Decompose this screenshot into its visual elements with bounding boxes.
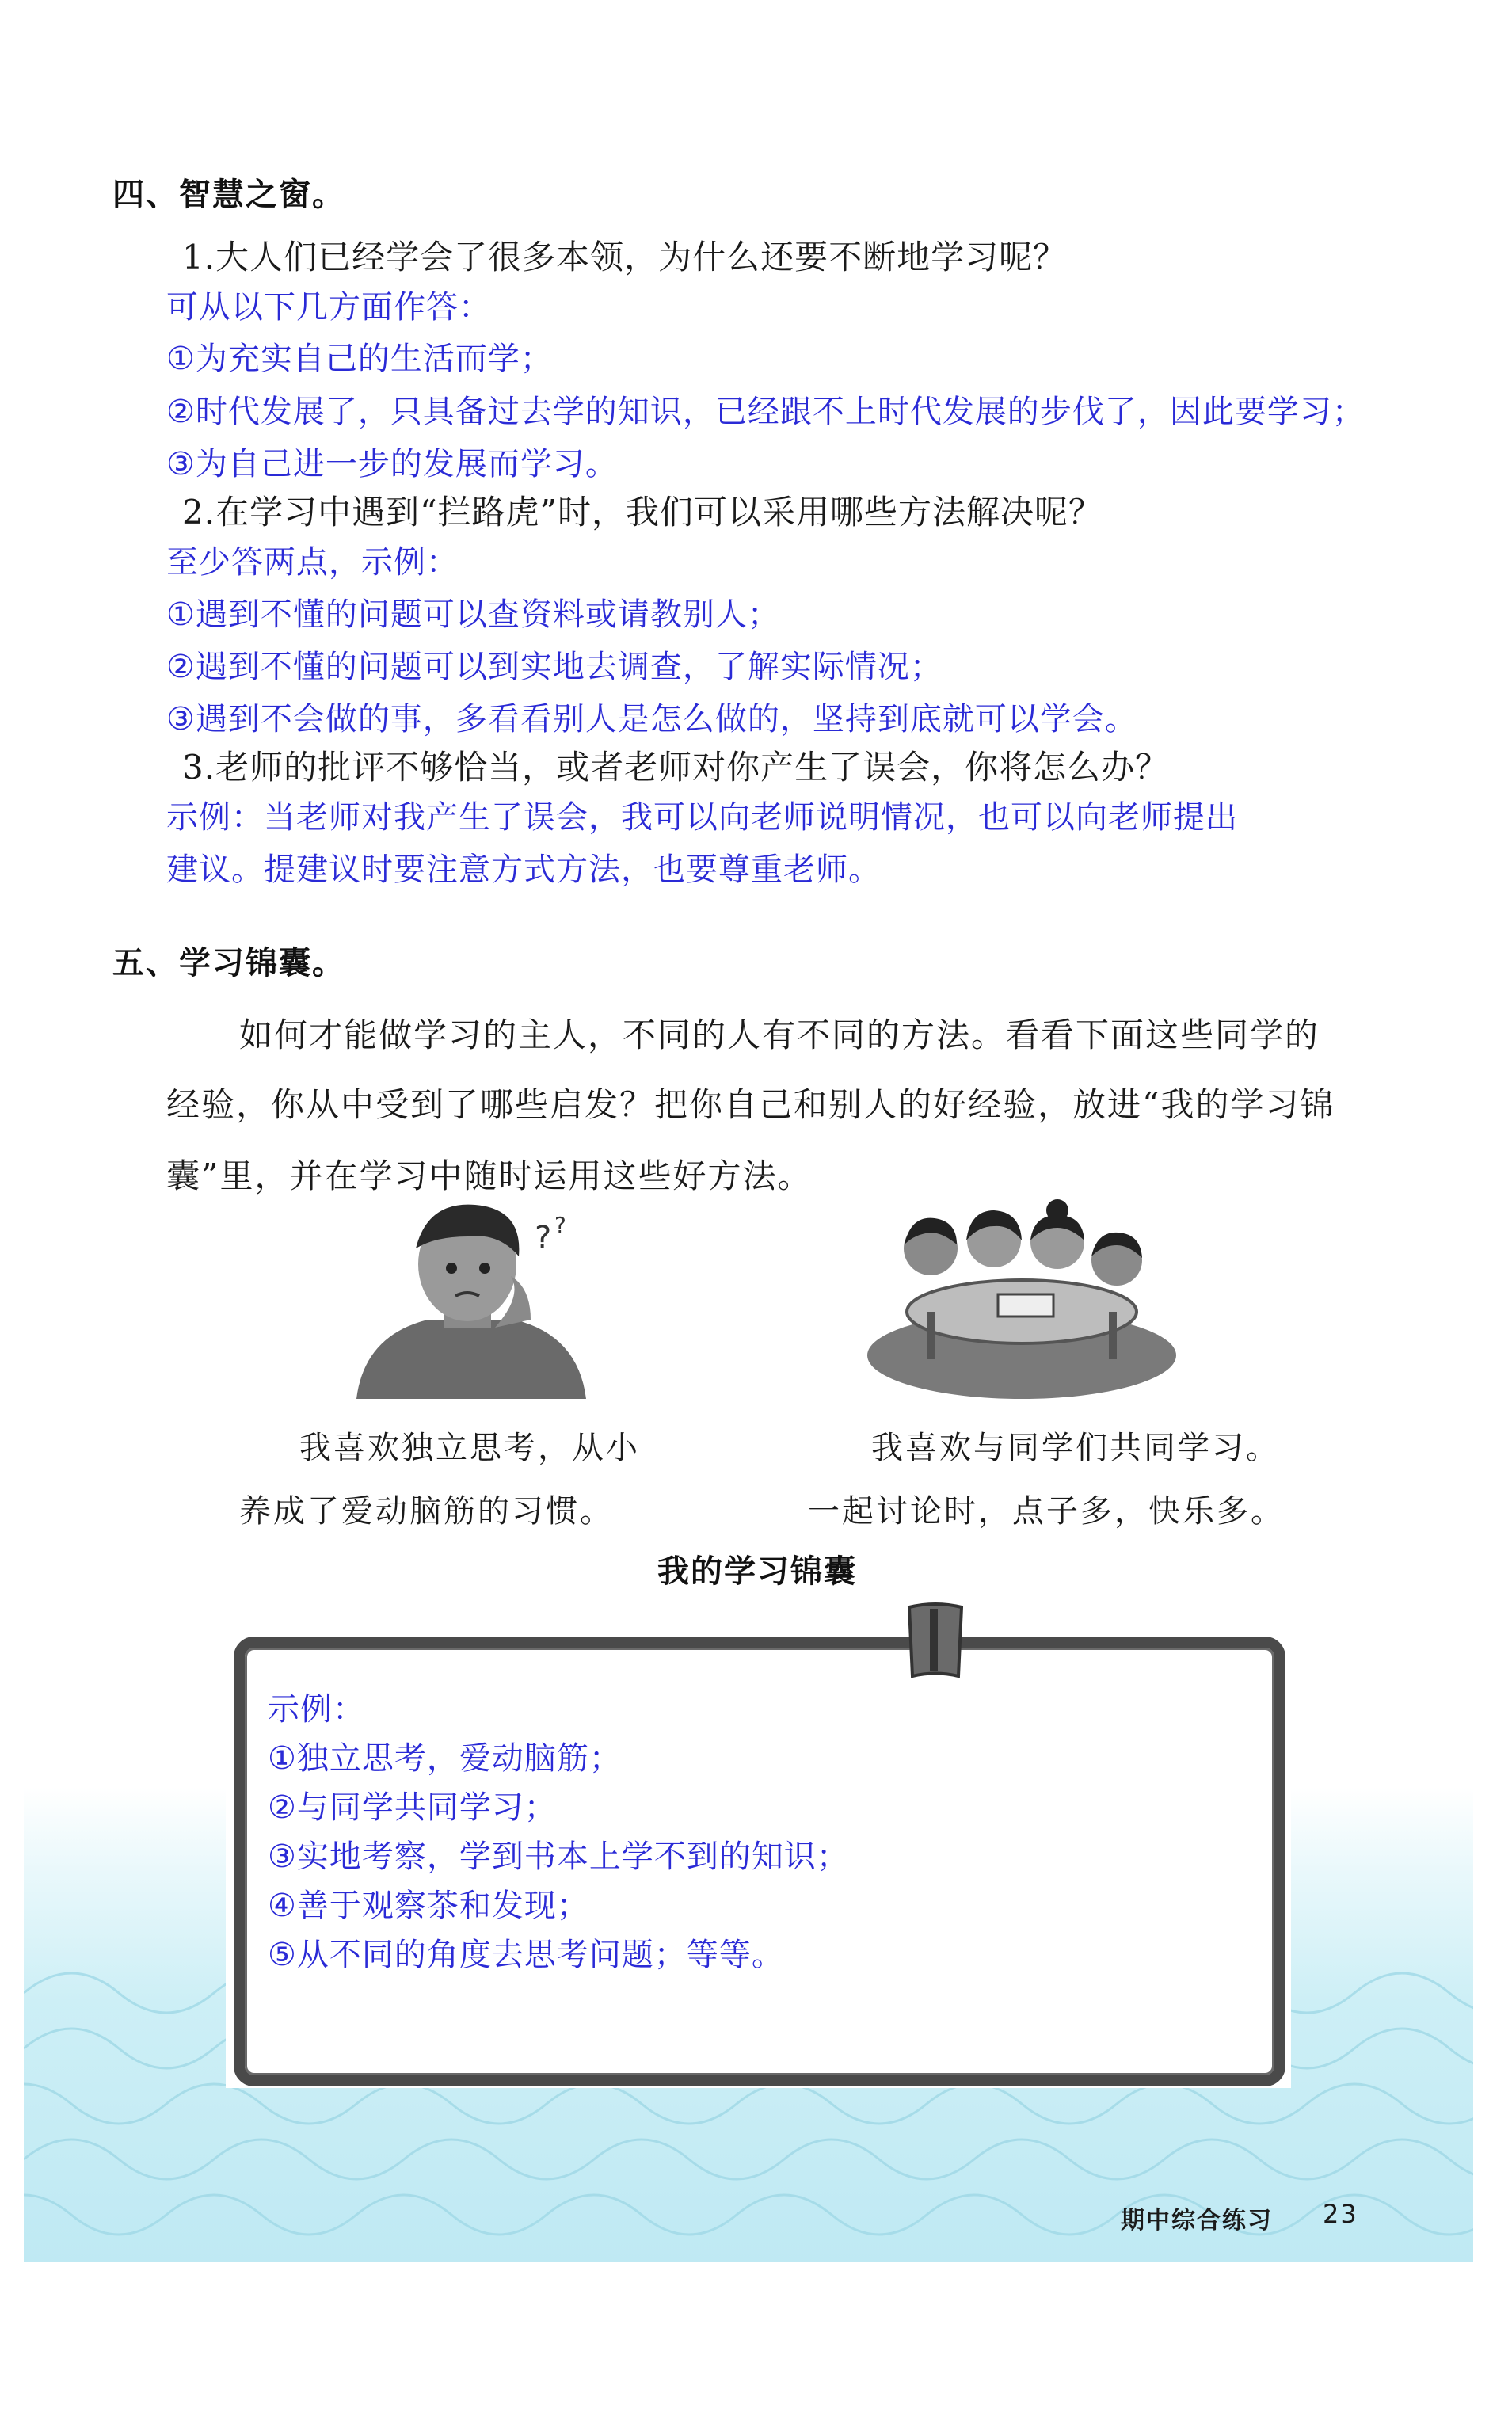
group-study-illustration bbox=[863, 1193, 1180, 1399]
box-title: 我的学习锦囊 bbox=[657, 1553, 857, 1590]
question-1: 1.大人们已经学会了很多本领，为什么还要不断地学习呢？ bbox=[182, 238, 1068, 276]
paragraph-line-2: 经验，你从中受到了哪些启发？把你自己和别人的好经验，放进“我的学习锦 bbox=[166, 1085, 1335, 1124]
box-answer-line-3: ②与同学共同学习； bbox=[268, 1789, 557, 1826]
textbook-page bbox=[24, 29, 1473, 2262]
paragraph-line-3: 囊”里，并在学习中随时运用这些好方法。 bbox=[166, 1156, 813, 1195]
box-answer-line-6: ⑤从不同的角度去思考问题；等等。 bbox=[268, 1937, 784, 1973]
box-answer-line-4: ③实地考察，学到书本上学不到的知识； bbox=[268, 1839, 849, 1875]
box-answer-line-2: ①独立思考，爱动脑筋； bbox=[268, 1740, 622, 1777]
question-2: 2.在学习中遇到“拦路虎”时，我们可以采用哪些方法解决呢？ bbox=[182, 493, 1103, 532]
section4-heading: 四、智慧之窗。 bbox=[112, 177, 345, 213]
answer-1-line-3: ②时代发展了，只具备过去学的知识，已经跟不上时代发展的步伐了，因此要学习； bbox=[166, 394, 1365, 430]
question-3: 3.老师的批评不够恰当，或者老师对你产生了误会，你将怎么办？ bbox=[182, 748, 1170, 787]
box-answer-line-5: ④善于观察茶和发现； bbox=[268, 1888, 589, 1924]
caption-right-line-1: 我喜欢与同学们共同学习。 bbox=[871, 1430, 1280, 1466]
answer-1-line-4: ③为自己进一步的发展而学习。 bbox=[166, 446, 618, 482]
answer-3-line-2: 建议。提建议时要注意方式方法，也要尊重老师。 bbox=[166, 852, 881, 888]
caption-left-line-1: 我喜欢独立思考，从小 bbox=[299, 1430, 640, 1466]
answer-2-line-2: ①遇到不懂的问题可以查资料或请教别人； bbox=[166, 596, 780, 633]
clip-icon bbox=[903, 1601, 968, 1680]
answer-1-line-2: ①为充实自己的生活而学； bbox=[166, 341, 553, 377]
svg-text:?: ? bbox=[535, 1220, 552, 1256]
footer-label: 期中综合练习 bbox=[1121, 2207, 1273, 2235]
answer-1-line-1: 可从以下几方面作答： bbox=[166, 289, 491, 326]
box-answer-line-1: 示例： bbox=[268, 1691, 365, 1728]
page-number: 23 bbox=[1323, 2199, 1358, 2229]
answer-2-line-1: 至少答两点，示例： bbox=[166, 544, 459, 581]
caption-right-line-2: 一起讨论时，点子多，快乐多。 bbox=[808, 1493, 1285, 1530]
section5-heading: 五、学习锦囊。 bbox=[112, 945, 345, 981]
thinking-boy-illustration bbox=[341, 1201, 602, 1399]
answer-3-line-1: 示例：当老师对我产生了误会，我可以向老师说明情况，也可以向老师提出 bbox=[166, 799, 1238, 836]
answer-2-line-3: ②遇到不懂的问题可以到实地去调查，了解实际情况； bbox=[166, 649, 943, 685]
caption-left-line-2: 养成了爱动脑筋的习惯。 bbox=[239, 1493, 614, 1530]
paragraph-line-1: 如何才能做学习的主人，不同的人有不同的方法。看看下面这些同学的 bbox=[239, 1015, 1320, 1054]
answer-2-line-4: ③遇到不会做的事，多看看别人是怎么做的，坚持到底就可以学会。 bbox=[166, 701, 1137, 737]
svg-text:?: ? bbox=[554, 1212, 566, 1238]
